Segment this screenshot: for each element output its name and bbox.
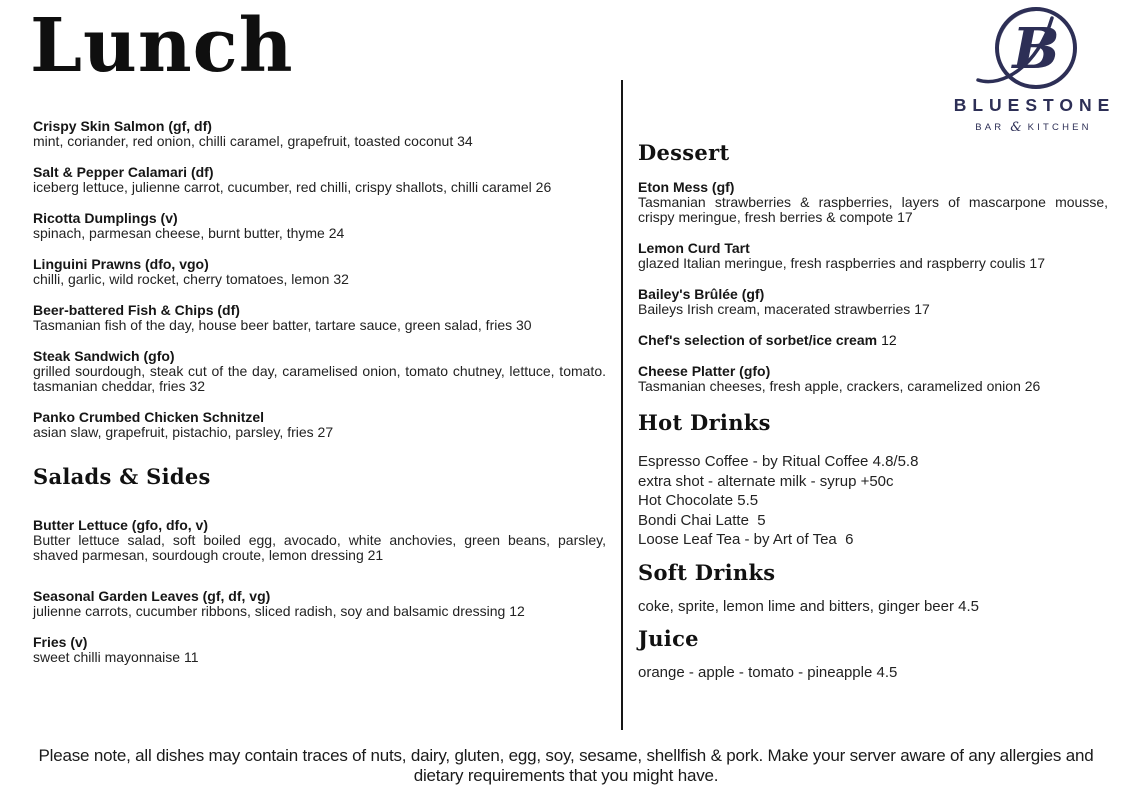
menu-item — [33, 589, 606, 619]
menu-item — [33, 410, 606, 440]
salads-list — [33, 518, 606, 665]
menu-item-title: Butter Lettuce (gfo, dfo, v) — [33, 517, 208, 533]
section-heading-juice: Juice — [638, 625, 699, 651]
menu-item — [33, 211, 606, 241]
menu-item-description: Baileys Irish cream, macerated strawberries 17 — [638, 301, 930, 317]
menu-item — [638, 333, 1108, 348]
footer — [0, 746, 1132, 786]
logo-tagline: BAR & KITCHEN — [975, 120, 1092, 135]
hot-drinks-list — [638, 452, 1108, 550]
menu-item-title: Seasonal Garden Leaves (gf, df, vg) — [33, 588, 271, 604]
menu-item-title: Steak Sandwich (gfo) — [33, 348, 175, 364]
menu-item-description: mint, coriander, red onion, chilli caramel, grapefruit, toasted coconut 34 — [33, 133, 473, 149]
allergy-disclaimer: Please note, all dishes may contain traces of nuts, dairy, gluten, egg, soy, sesame, shellfish & pork. Make your server aware of any allergies and dietary requirements that you might have. — [38, 746, 1094, 785]
menu-item-title: Salt & Pepper Calamari (df) — [33, 164, 214, 180]
right-column — [638, 140, 1108, 692]
bluestone-logo-mark-icon — [952, 4, 1112, 94]
menu-item — [33, 119, 606, 149]
menu-item-description: iceberg lettuce, julienne carrot, cucumber, red chilli, crispy shallots, chilli caramel 26 — [33, 179, 552, 195]
menu-item-title: Panko Crumbed Chicken Schnitzel — [33, 409, 265, 425]
drink-line: Hot Chocolate 5.5 — [638, 492, 759, 509]
section-heading-soft-drinks: Soft Drinks — [638, 559, 776, 585]
menu-item-description: sweet chilli mayonnaise 11 — [33, 649, 199, 665]
menu-item-description: julienne carrots, cucumber ribbons, sliced radish, soy and balsamic dressing 12 — [33, 603, 525, 619]
soft-drinks-line: coke, sprite, lemon lime and bitters, ginger beer 4.5 — [638, 597, 980, 615]
bluestone-logo — [948, 4, 1116, 134]
drink-line: Espresso Coffee - by Ritual Coffee 4.8/5.8 — [638, 453, 919, 470]
menu-item-title: Crispy Skin Salmon (gf, df) — [33, 118, 212, 134]
menu-item — [33, 635, 606, 665]
menu-item-description: Tasmanian cheeses, fresh apple, crackers, caramelized onion 26 — [638, 378, 1041, 394]
page-title: Lunch — [30, 3, 294, 89]
section-heading-salads-sides: Salads & Sides — [33, 464, 211, 489]
menu-item — [33, 303, 606, 333]
menu-item-title: Fries (v) — [33, 634, 88, 650]
section-heading-dessert: Dessert — [638, 140, 730, 165]
menu-item-title: Cheese Platter (gfo) — [638, 363, 771, 379]
drink-line: extra shot - alternate milk - syrup +50c — [638, 472, 894, 490]
logo-wordmark: BLUESTONE — [953, 95, 1116, 115]
menu-item-title: Chef's selection of sorbet/ice cream 12 — [638, 332, 897, 348]
mains-list — [33, 119, 606, 440]
menu-item — [638, 287, 1108, 317]
menu-item — [33, 349, 606, 394]
menu-item-title: Linguini Prawns (dfo, vgo) — [33, 256, 209, 272]
dessert-list — [638, 180, 1108, 394]
column-divider — [621, 80, 623, 730]
menu-item — [33, 518, 606, 563]
menu-item-description: glazed Italian meringue, fresh raspberries and raspberry coulis 17 — [638, 255, 1045, 271]
menu-item-description: Tasmanian strawberries & raspberries, layers of mascarpone mousse, crispy meringue, fresh berries & compote 17 — [638, 194, 1108, 225]
svg-text:B: B — [1012, 16, 1060, 82]
menu-item-title: Bailey's Brûlée (gf) — [638, 286, 765, 302]
section-heading-hot-drinks: Hot Drinks — [638, 410, 771, 435]
juice-line: orange - apple - tomato - pineapple 4.5 — [638, 663, 898, 681]
menu-item-description: asian slaw, grapefruit, pistachio, parsley, fries 27 — [33, 424, 334, 440]
menu-item — [33, 165, 606, 195]
menu-item — [638, 364, 1108, 394]
drink-line: Bondi Chai Latte 5 — [638, 511, 766, 529]
menu-item-description: Butter lettuce salad, soft boiled egg, avocado, white anchovies, green beans, parsley, shaved parmesan, sourdough croute, lemon dressing 21 — [33, 532, 606, 563]
left-column — [33, 119, 606, 681]
menu-item-title: Lemon Curd Tart — [638, 240, 750, 256]
menu-item-title: Ricotta Dumplings (v) — [33, 210, 178, 226]
menu-item-title: Eton Mess (gf) — [638, 179, 735, 195]
drink-line: Loose Leaf Tea - by Art of Tea 6 — [638, 531, 854, 548]
ampersand-glyph: & — [1010, 120, 1022, 135]
menu-item-description: grilled sourdough, steak cut of the day, caramelised onion, tomato chutney, lettuce, tomato. tasmanian cheddar, fries 32 — [33, 363, 606, 394]
menu-item — [638, 241, 1108, 271]
menu-item-description: chilli, garlic, wild rocket, cherry tomatoes, lemon 32 — [33, 271, 349, 287]
menu-item-description: Tasmanian fish of the day, house beer batter, tartare sauce, green salad, fries 30 — [33, 317, 532, 333]
menu-item-description: spinach, parmesan cheese, burnt butter, thyme 24 — [33, 225, 345, 241]
menu-item — [33, 257, 606, 287]
menu-item — [638, 180, 1108, 225]
menu-item-title: Beer-battered Fish & Chips (df) — [33, 302, 240, 318]
